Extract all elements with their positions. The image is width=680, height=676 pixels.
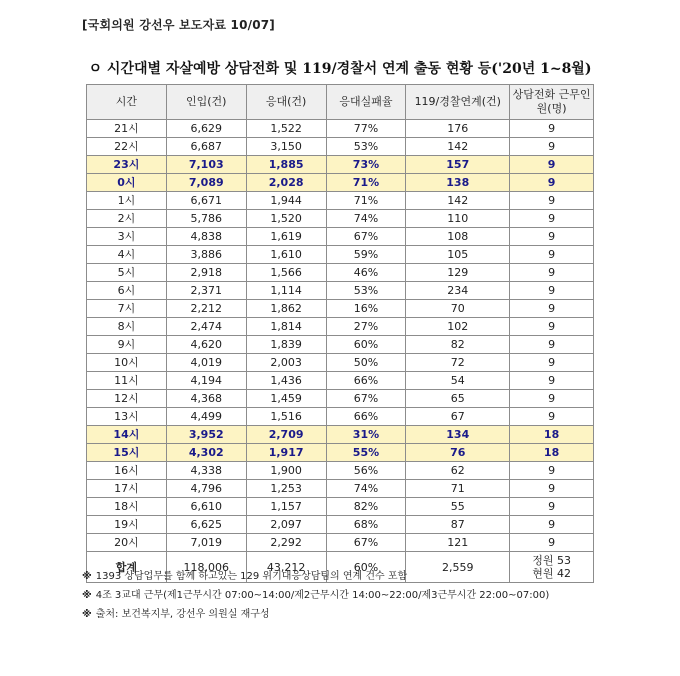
cell-incoming: 2,212 bbox=[166, 300, 246, 318]
cell-incoming: 2,371 bbox=[166, 282, 246, 300]
table-row bbox=[87, 534, 594, 552]
table-row bbox=[87, 372, 594, 390]
col-header-fail-rate: 응대실패율 bbox=[326, 85, 406, 120]
cell-answered: 1,814 bbox=[246, 318, 326, 336]
table-row bbox=[87, 300, 594, 318]
total-staff-quota: 정원 53 bbox=[532, 554, 571, 567]
cell-staff: 9 bbox=[510, 318, 594, 336]
cell-time: 0시 bbox=[87, 174, 167, 192]
cell-link: 76 bbox=[406, 444, 510, 462]
cell-incoming: 6,687 bbox=[166, 138, 246, 156]
cell-link: 176 bbox=[406, 120, 510, 138]
table-row bbox=[87, 174, 594, 192]
total-incoming: 118,006 bbox=[166, 552, 246, 583]
cell-answered: 1,839 bbox=[246, 336, 326, 354]
cell-time: 3시 bbox=[87, 228, 167, 246]
cell-staff: 9 bbox=[510, 354, 594, 372]
cell-time: 9시 bbox=[87, 336, 167, 354]
cell-time: 16시 bbox=[87, 462, 167, 480]
cell-fail-rate: 77% bbox=[326, 120, 406, 138]
total-answered: 43,212 bbox=[246, 552, 326, 583]
note-mark: ※ bbox=[82, 609, 92, 620]
cell-fail-rate: 67% bbox=[326, 534, 406, 552]
cell-answered: 2,028 bbox=[246, 174, 326, 192]
cell-staff: 9 bbox=[510, 408, 594, 426]
cell-answered: 1,862 bbox=[246, 300, 326, 318]
cell-fail-rate: 53% bbox=[326, 282, 406, 300]
cell-staff: 9 bbox=[510, 156, 594, 174]
cell-incoming: 6,671 bbox=[166, 192, 246, 210]
cell-staff: 9 bbox=[510, 516, 594, 534]
table-row bbox=[87, 156, 594, 174]
table-row bbox=[87, 498, 594, 516]
cell-incoming: 4,194 bbox=[166, 372, 246, 390]
cell-incoming: 4,338 bbox=[166, 462, 246, 480]
cell-fail-rate: 67% bbox=[326, 228, 406, 246]
cell-incoming: 3,952 bbox=[166, 426, 246, 444]
cell-staff: 9 bbox=[510, 246, 594, 264]
cell-link: 82 bbox=[406, 336, 510, 354]
cell-incoming: 4,620 bbox=[166, 336, 246, 354]
cell-fail-rate: 71% bbox=[326, 174, 406, 192]
cell-staff: 9 bbox=[510, 336, 594, 354]
cell-time: 23시 bbox=[87, 156, 167, 174]
cell-incoming: 2,474 bbox=[166, 318, 246, 336]
cell-incoming: 4,499 bbox=[166, 408, 246, 426]
cell-time: 13시 bbox=[87, 408, 167, 426]
table-row bbox=[87, 192, 594, 210]
col-header-time: 시간 bbox=[87, 85, 167, 120]
cell-staff: 9 bbox=[510, 498, 594, 516]
cell-link: 108 bbox=[406, 228, 510, 246]
cell-incoming: 7,089 bbox=[166, 174, 246, 192]
cell-staff: 9 bbox=[510, 210, 594, 228]
note-mark: ※ bbox=[82, 590, 92, 601]
cell-answered: 1,114 bbox=[246, 282, 326, 300]
cell-time: 4시 bbox=[87, 246, 167, 264]
cell-link: 134 bbox=[406, 426, 510, 444]
footnote bbox=[82, 586, 549, 605]
cell-fail-rate: 68% bbox=[326, 516, 406, 534]
table-row bbox=[87, 390, 594, 408]
cell-incoming: 4,302 bbox=[166, 444, 246, 462]
cell-incoming: 7,103 bbox=[166, 156, 246, 174]
cell-link: 72 bbox=[406, 354, 510, 372]
note-text: 출처: 보건복지부, 강선우 의원실 재구성 bbox=[95, 609, 270, 620]
cell-staff: 9 bbox=[510, 534, 594, 552]
table-row bbox=[87, 264, 594, 282]
cell-answered: 1,520 bbox=[246, 210, 326, 228]
cell-link: 71 bbox=[406, 480, 510, 498]
cell-staff: 9 bbox=[510, 300, 594, 318]
note-mark: ※ bbox=[82, 571, 92, 582]
cell-answered: 2,709 bbox=[246, 426, 326, 444]
table-title: ㅇ 시간대별 자살예방 상담전화 및 119/경찰서 연계 출동 현황 등('20년 1~8월) bbox=[88, 61, 592, 77]
cell-time: 10시 bbox=[87, 354, 167, 372]
col-header-link: 119/경찰연계(건) bbox=[406, 85, 510, 120]
cell-incoming: 6,625 bbox=[166, 516, 246, 534]
cell-fail-rate: 46% bbox=[326, 264, 406, 282]
table-row bbox=[87, 462, 594, 480]
cell-time: 17시 bbox=[87, 480, 167, 498]
table-row bbox=[87, 246, 594, 264]
cell-staff: 9 bbox=[510, 138, 594, 156]
table-row bbox=[87, 408, 594, 426]
cell-fail-rate: 16% bbox=[326, 300, 406, 318]
cell-fail-rate: 60% bbox=[326, 336, 406, 354]
table-row bbox=[87, 228, 594, 246]
cell-answered: 1,900 bbox=[246, 462, 326, 480]
cell-answered: 1,885 bbox=[246, 156, 326, 174]
cell-staff: 9 bbox=[510, 372, 594, 390]
cell-time: 15시 bbox=[87, 444, 167, 462]
table-body bbox=[87, 120, 594, 552]
cell-fail-rate: 31% bbox=[326, 426, 406, 444]
cell-link: 70 bbox=[406, 300, 510, 318]
cell-incoming: 6,610 bbox=[166, 498, 246, 516]
cell-incoming: 2,918 bbox=[166, 264, 246, 282]
cell-fail-rate: 74% bbox=[326, 210, 406, 228]
table-row bbox=[87, 120, 594, 138]
cell-time: 14시 bbox=[87, 426, 167, 444]
table-header-row bbox=[87, 85, 594, 120]
cell-incoming: 4,368 bbox=[166, 390, 246, 408]
cell-time: 12시 bbox=[87, 390, 167, 408]
cell-fail-rate: 66% bbox=[326, 408, 406, 426]
cell-time: 21시 bbox=[87, 120, 167, 138]
note-text: 1393 상담업무를 함께 하고있는 129 위기대응상담팀의 연계 건수 포함 bbox=[95, 571, 408, 582]
cell-link: 110 bbox=[406, 210, 510, 228]
cell-fail-rate: 82% bbox=[326, 498, 406, 516]
cell-link: 129 bbox=[406, 264, 510, 282]
cell-answered: 1,436 bbox=[246, 372, 326, 390]
col-header-incoming: 인입(건) bbox=[166, 85, 246, 120]
cell-link: 87 bbox=[406, 516, 510, 534]
cell-answered: 1,917 bbox=[246, 444, 326, 462]
cell-incoming: 4,796 bbox=[166, 480, 246, 498]
footnote bbox=[82, 605, 549, 624]
total-fail-rate: 60% bbox=[326, 552, 406, 583]
cell-answered: 1,619 bbox=[246, 228, 326, 246]
cell-staff: 18 bbox=[510, 444, 594, 462]
cell-time: 18시 bbox=[87, 498, 167, 516]
cell-link: 142 bbox=[406, 192, 510, 210]
note-text: 4조 3교대 근무(제1근무시간 07:00~14:00/제2근무시간 14:00~22:00/제3근무시간 22:00~07:00) bbox=[95, 590, 550, 601]
cell-link: 157 bbox=[406, 156, 510, 174]
cell-staff: 9 bbox=[510, 192, 594, 210]
cell-link: 67 bbox=[406, 408, 510, 426]
table-row bbox=[87, 282, 594, 300]
cell-fail-rate: 71% bbox=[326, 192, 406, 210]
cell-staff: 9 bbox=[510, 282, 594, 300]
cell-incoming: 4,838 bbox=[166, 228, 246, 246]
cell-time: 22시 bbox=[87, 138, 167, 156]
table-row bbox=[87, 480, 594, 498]
cell-incoming: 7,019 bbox=[166, 534, 246, 552]
table-row bbox=[87, 426, 594, 444]
cell-link: 121 bbox=[406, 534, 510, 552]
cell-answered: 1,157 bbox=[246, 498, 326, 516]
cell-time: 8시 bbox=[87, 318, 167, 336]
table-row bbox=[87, 444, 594, 462]
cell-fail-rate: 27% bbox=[326, 318, 406, 336]
cell-time: 2시 bbox=[87, 210, 167, 228]
table-row bbox=[87, 516, 594, 534]
cell-link: 102 bbox=[406, 318, 510, 336]
cell-fail-rate: 53% bbox=[326, 138, 406, 156]
cell-answered: 1,516 bbox=[246, 408, 326, 426]
cell-fail-rate: 55% bbox=[326, 444, 406, 462]
cell-incoming: 5,786 bbox=[166, 210, 246, 228]
cell-answered: 2,097 bbox=[246, 516, 326, 534]
cell-answered: 1,610 bbox=[246, 246, 326, 264]
cell-staff: 9 bbox=[510, 390, 594, 408]
cell-staff: 9 bbox=[510, 228, 594, 246]
cell-link: 55 bbox=[406, 498, 510, 516]
cell-answered: 2,003 bbox=[246, 354, 326, 372]
cell-time: 1시 bbox=[87, 192, 167, 210]
cell-answered: 3,150 bbox=[246, 138, 326, 156]
hourly-stats-table bbox=[86, 84, 594, 583]
cell-answered: 1,459 bbox=[246, 390, 326, 408]
total-label: 합계 bbox=[87, 552, 167, 583]
total-link: 2,559 bbox=[406, 552, 510, 583]
cell-incoming: 4,019 bbox=[166, 354, 246, 372]
cell-fail-rate: 56% bbox=[326, 462, 406, 480]
press-release-header: [국회의원 강선우 보도자료 10/07] bbox=[82, 18, 275, 32]
cell-time: 19시 bbox=[87, 516, 167, 534]
cell-answered: 1,253 bbox=[246, 480, 326, 498]
cell-link: 234 bbox=[406, 282, 510, 300]
table-row bbox=[87, 354, 594, 372]
cell-fail-rate: 50% bbox=[326, 354, 406, 372]
cell-staff: 9 bbox=[510, 480, 594, 498]
cell-link: 105 bbox=[406, 246, 510, 264]
cell-answered: 2,292 bbox=[246, 534, 326, 552]
cell-answered: 1,944 bbox=[246, 192, 326, 210]
col-header-staff: 상담전화 근무인원(명) bbox=[510, 85, 594, 120]
cell-staff: 9 bbox=[510, 174, 594, 192]
cell-staff: 9 bbox=[510, 120, 594, 138]
cell-time: 20시 bbox=[87, 534, 167, 552]
cell-link: 62 bbox=[406, 462, 510, 480]
table-row bbox=[87, 336, 594, 354]
table-row bbox=[87, 138, 594, 156]
cell-time: 6시 bbox=[87, 282, 167, 300]
cell-time: 11시 bbox=[87, 372, 167, 390]
cell-link: 54 bbox=[406, 372, 510, 390]
cell-fail-rate: 67% bbox=[326, 390, 406, 408]
cell-link: 65 bbox=[406, 390, 510, 408]
cell-fail-rate: 74% bbox=[326, 480, 406, 498]
cell-fail-rate: 59% bbox=[326, 246, 406, 264]
cell-fail-rate: 73% bbox=[326, 156, 406, 174]
cell-answered: 1,566 bbox=[246, 264, 326, 282]
cell-incoming: 3,886 bbox=[166, 246, 246, 264]
cell-staff: 18 bbox=[510, 426, 594, 444]
cell-incoming: 6,629 bbox=[166, 120, 246, 138]
cell-time: 7시 bbox=[87, 300, 167, 318]
cell-staff: 9 bbox=[510, 264, 594, 282]
total-staff-current: 현원 42 bbox=[532, 567, 571, 580]
cell-link: 138 bbox=[406, 174, 510, 192]
footnotes bbox=[82, 567, 549, 624]
cell-answered: 1,522 bbox=[246, 120, 326, 138]
footnote bbox=[82, 567, 549, 586]
table-row bbox=[87, 318, 594, 336]
cell-link: 142 bbox=[406, 138, 510, 156]
cell-time: 5시 bbox=[87, 264, 167, 282]
table-row bbox=[87, 210, 594, 228]
cell-staff: 9 bbox=[510, 462, 594, 480]
col-header-answered: 응대(건) bbox=[246, 85, 326, 120]
cell-fail-rate: 66% bbox=[326, 372, 406, 390]
